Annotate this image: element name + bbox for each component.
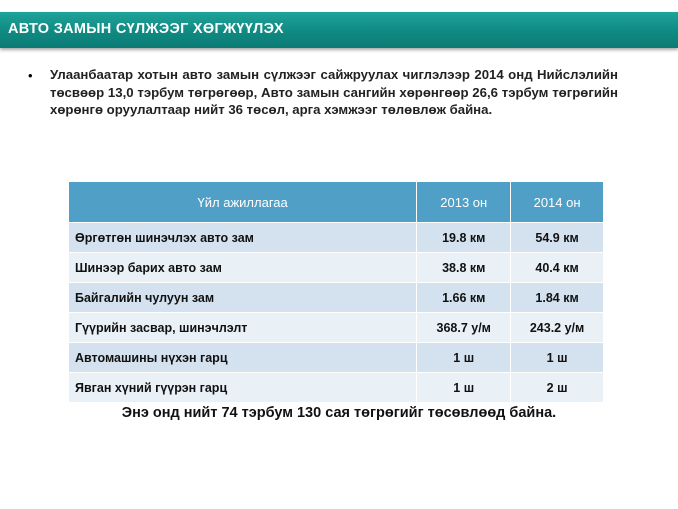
bullet-text: Улаанбаатар хотын авто замын сүлжээг сайжруулах чиглэлээр 2014 онд Нийслэлийн төсвөөр 13,0 тэрбум төгрөгөөр, Авто замын сангийн хөрөнгөөр 26,6 тэрбум төгрөгийн хөрөнгө оруулалтаар нийт 36 төсөл, арга хэмжээг төлөвлөж байна.	[50, 67, 618, 117]
value-2013-cell: 19.8 км	[417, 223, 511, 253]
bullet-paragraph	[28, 66, 618, 119]
activity-cell: Өргөтгөн шинэчлэх авто зам	[69, 223, 417, 253]
activity-cell: Явган хүний гүүрэн гарц	[69, 373, 417, 403]
summary-text: Энэ онд нийт 74 тэрбум 130 сая төгрөгийг төсөвлөөд байна.	[121, 405, 557, 421]
value-2014-cell: 2 ш	[511, 373, 604, 403]
table-row	[69, 223, 604, 253]
table-row	[69, 283, 604, 313]
table-row	[69, 373, 604, 403]
header-activity: Үйл ажиллагаа	[69, 182, 417, 223]
value-2013-cell: 1.66 км	[417, 283, 511, 313]
value-2013-cell: 368.7 у/м	[417, 313, 511, 343]
table-row	[69, 313, 604, 343]
header-2013: 2013 он	[417, 182, 511, 223]
page-title: АВТО ЗАМЫН СҮЛЖЭЭГ ХӨГЖҮҮЛЭХ	[8, 21, 284, 37]
value-2013-cell: 38.8 км	[417, 253, 511, 283]
value-2014-cell: 243.2 у/м	[511, 313, 604, 343]
value-2014-cell: 40.4 км	[511, 253, 604, 283]
activity-cell: Байгалийн чулуун зам	[69, 283, 417, 313]
activity-cell: Гүүрийн засвар, шинэчлэлт	[69, 313, 417, 343]
value-2013-cell: 1 ш	[417, 373, 511, 403]
table-row	[69, 343, 604, 373]
value-2013-cell: 1 ш	[417, 343, 511, 373]
value-2014-cell: 1.84 км	[511, 283, 604, 313]
activity-cell: Шинээр барих авто зам	[69, 253, 417, 283]
bullet-marker: •	[28, 68, 33, 83]
title-banner	[0, 12, 678, 48]
value-2014-cell: 54.9 км	[511, 223, 604, 253]
table-header-row	[69, 182, 604, 223]
header-2014: 2014 он	[511, 182, 604, 223]
value-2014-cell: 1 ш	[511, 343, 604, 373]
table-row	[69, 253, 604, 283]
activity-cell: Автомашины нүхэн гарц	[69, 343, 417, 373]
road-works-table	[68, 181, 604, 403]
